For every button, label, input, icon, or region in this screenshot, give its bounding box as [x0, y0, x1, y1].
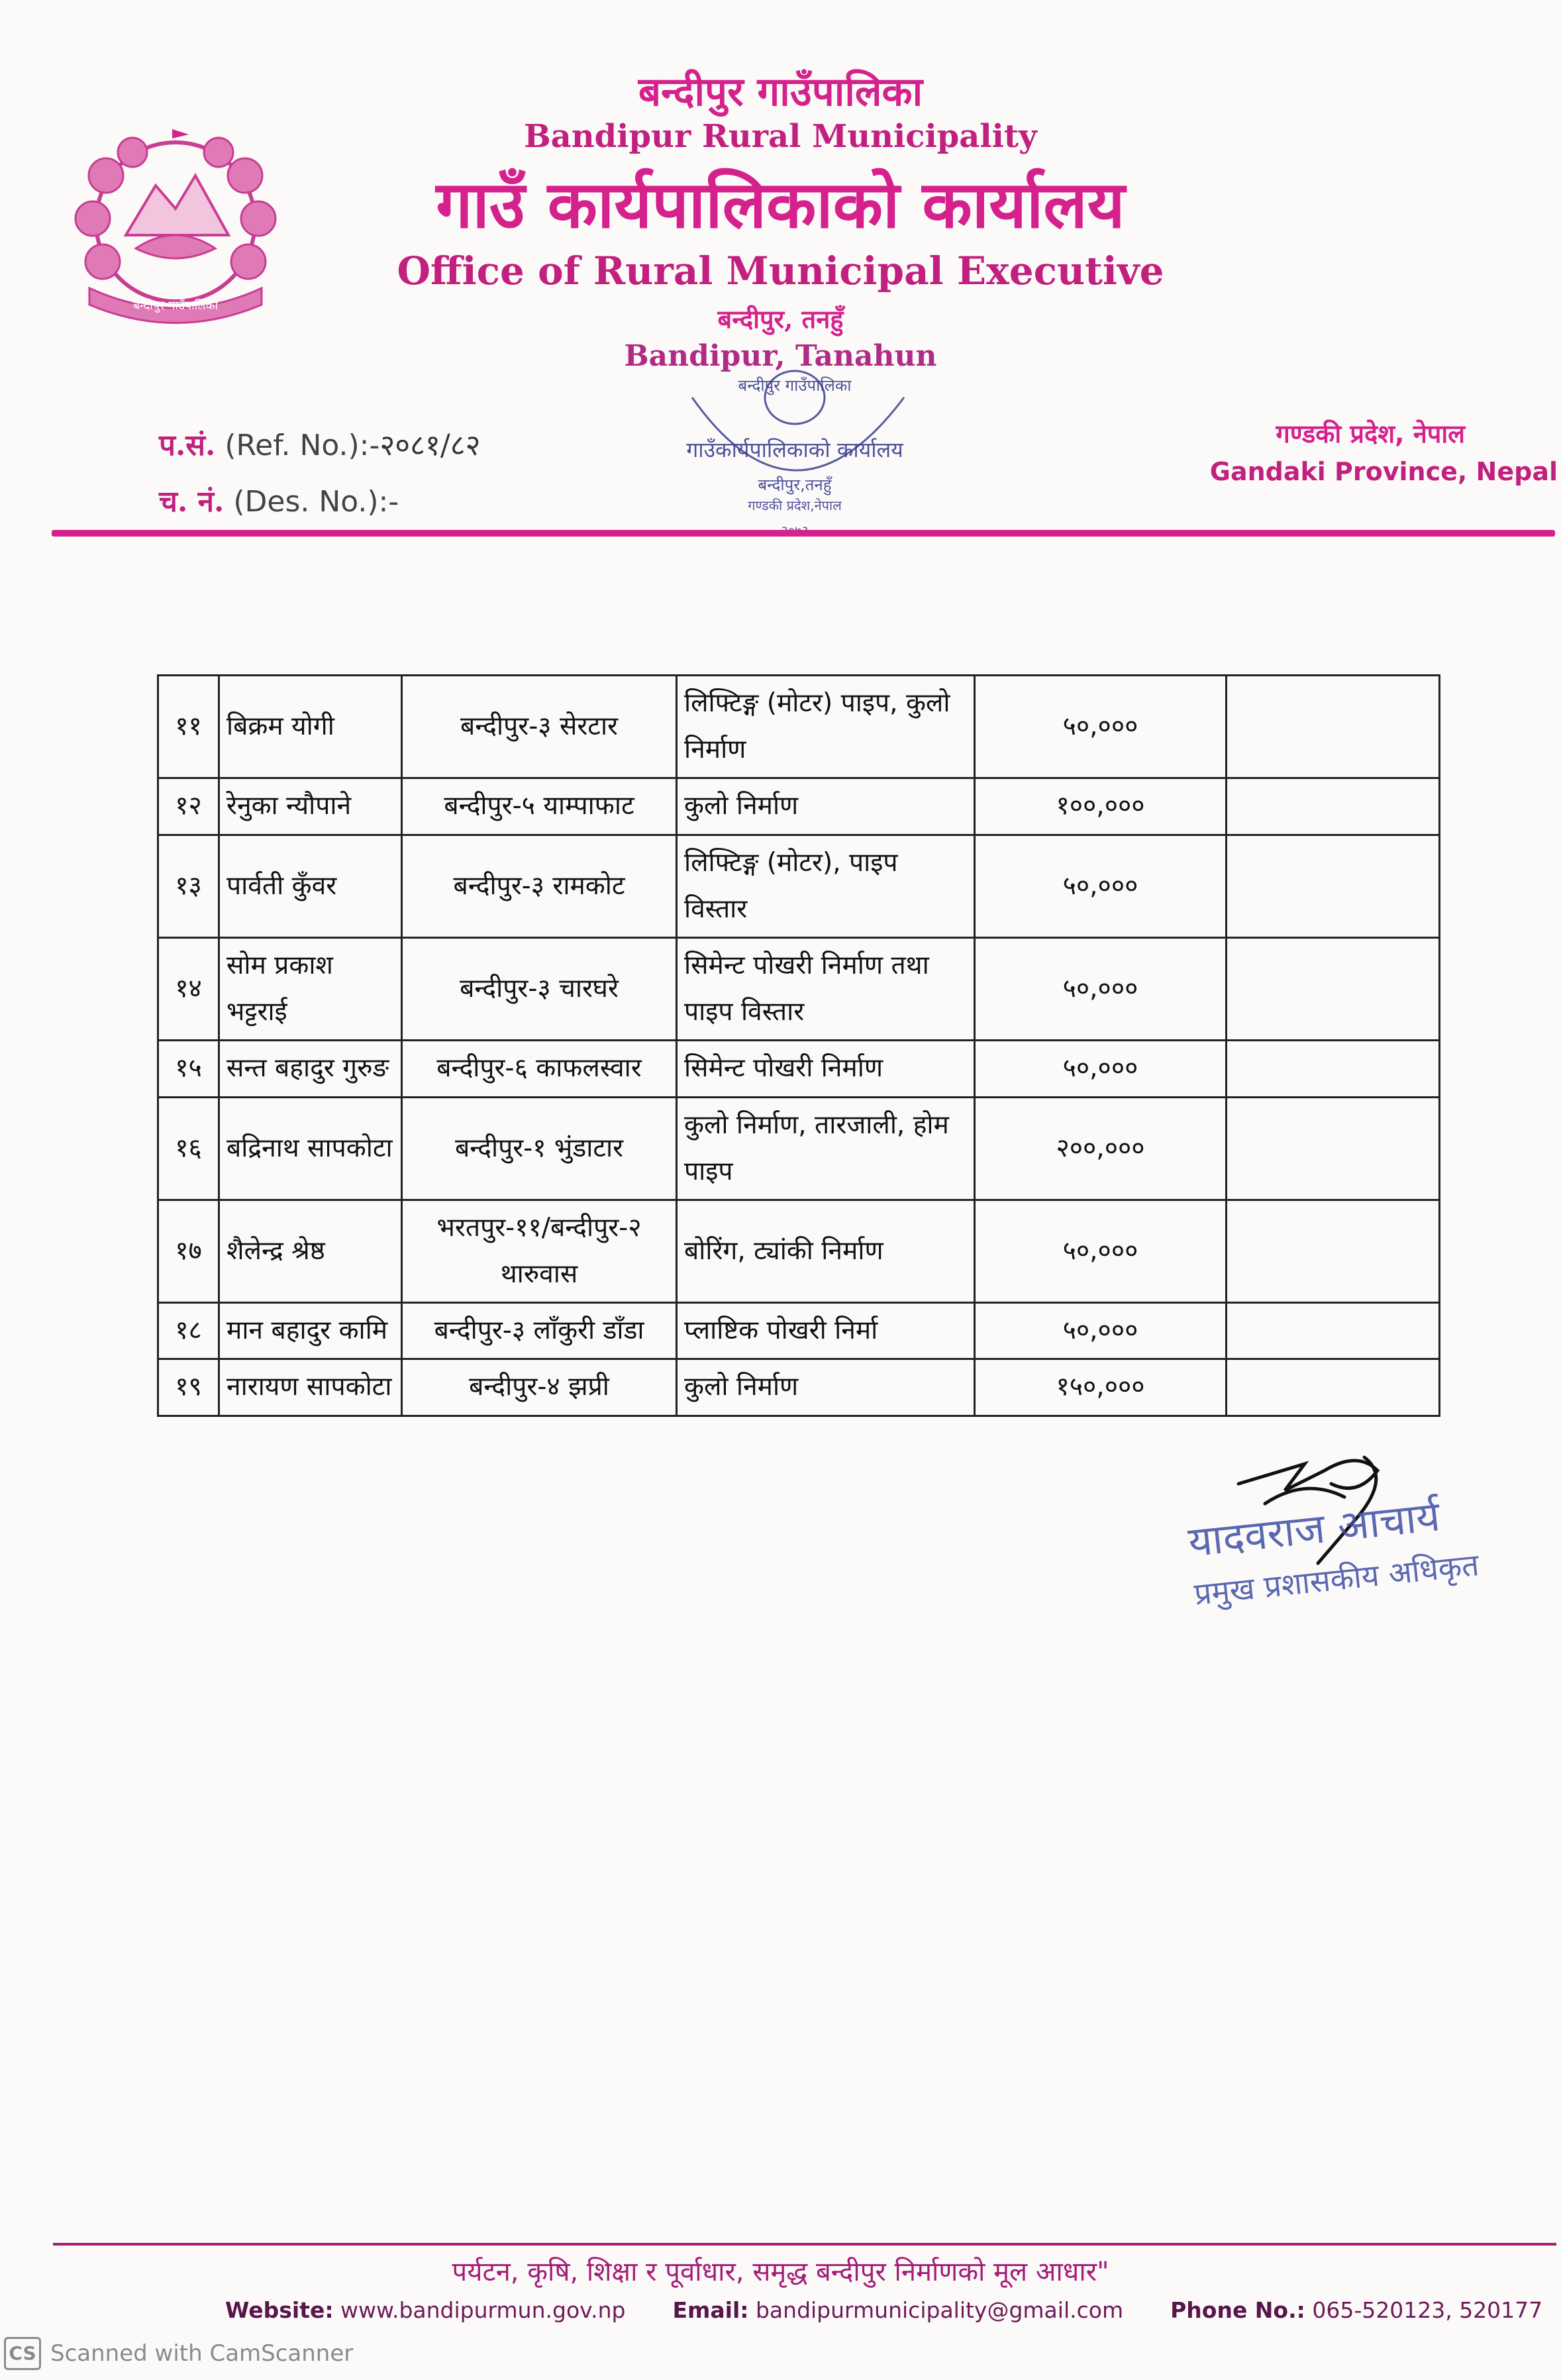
work-description-cell: सिमेन्ट पोखरी निर्माण तथा पाइप विस्तार — [677, 937, 975, 1040]
work-description-cell: लिफ्टिङ्ग (मोटर) पाइप, कुलो निर्माण — [677, 676, 975, 778]
work-description-cell: लिफ्टिङ्ग (मोटर), पाइप विस्तार — [677, 835, 975, 937]
phone-number: 065-520123, 520177 — [1312, 2297, 1543, 2323]
name-cell: पार्वती कुँवर — [219, 835, 402, 937]
serial-number-cell: १९ — [158, 1359, 219, 1416]
name-cell: बद्रिनाथ सापकोटा — [219, 1097, 402, 1200]
footer-contact — [225, 2297, 1542, 2323]
name-cell: बिक्रम योगी — [219, 676, 402, 778]
amount-cell: २००,००० — [975, 1097, 1227, 1200]
amount-cell: ५०,००० — [975, 1200, 1227, 1302]
ref-value: २०८१/८२ — [379, 429, 481, 462]
website-link[interactable]: www.bandipurmun.gov.np — [340, 2297, 626, 2323]
beneficiary-table-body — [158, 676, 1440, 1416]
remarks-cell — [1227, 1097, 1440, 1200]
location-cell: बन्दीपुर-१ भुंडाटार — [402, 1097, 677, 1200]
address-english: Bandipur, Tanahun — [624, 339, 937, 373]
remarks-cell — [1227, 1359, 1440, 1416]
svg-text:गाउँकार्यपालिकाको कार्यालय: गाउँकार्यपालिकाको कार्यालय — [686, 437, 903, 462]
svg-text:गण्डकी प्रदेश,नेपाल: गण्डकी प्रदेश,नेपाल — [748, 497, 842, 513]
camscanner-logo-icon: CS — [4, 2337, 41, 2370]
remarks-cell — [1227, 1041, 1440, 1097]
email-link[interactable]: bandipurmunicipality@gmail.com — [755, 2297, 1124, 2323]
serial-number-cell: १६ — [158, 1097, 219, 1200]
province-english: Gandaki Province, Nepal — [1209, 457, 1558, 486]
ref-label-nepali: प.सं. — [159, 429, 216, 462]
location-cell: बन्दीपुर-३ चारघरे — [402, 937, 677, 1040]
remarks-cell — [1227, 1303, 1440, 1359]
table-row — [158, 1303, 1440, 1359]
amount-cell: ५०,००० — [975, 835, 1227, 937]
amount-cell: ५०,००० — [975, 1303, 1227, 1359]
org-name-english: Bandipur Rural Municipality — [524, 118, 1037, 155]
table-row — [158, 1200, 1440, 1302]
phone-label: Phone No.: — [1170, 2297, 1305, 2323]
name-cell: सन्त बहादुर गुरुङ — [219, 1041, 402, 1097]
location-cell: बन्दीपुर-३ रामकोट — [402, 835, 677, 937]
des-label-nepali: च. नं. — [159, 485, 225, 519]
name-cell: सोम प्रकाश भट्टराई — [219, 937, 402, 1040]
beneficiary-table — [157, 674, 1440, 1417]
location-cell: बन्दीपुर-३ लाँकुरी डाँडा — [402, 1303, 677, 1359]
table-row — [158, 1097, 1440, 1200]
serial-number-cell: ११ — [158, 676, 219, 778]
table-row — [158, 835, 1440, 937]
org-name-nepali: बन्दीपुर गाउँपालिका — [638, 69, 923, 115]
location-cell: भरतपुर-११/बन्दीपुर-२ थारुवास — [402, 1200, 677, 1302]
serial-number-cell: १२ — [158, 778, 219, 835]
amount-cell: ५०,००० — [975, 676, 1227, 778]
name-cell: शैलेन्द्र श्रेष्ठ — [219, 1200, 402, 1302]
serial-number-cell: १३ — [158, 835, 219, 937]
svg-text:बन्दीपुर,तनहुँ: बन्दीपुर,तनहुँ — [758, 476, 832, 494]
office-stamp-icon — [652, 325, 937, 563]
location-cell: बन्दीपुर-६ काफलस्वार — [402, 1041, 677, 1097]
remarks-cell — [1227, 676, 1440, 778]
address-nepali: बन्दीपुर, तनहुँ — [717, 304, 844, 334]
table-row — [158, 676, 1440, 778]
location-cell: बन्दीपुर-४ झप्री — [402, 1359, 677, 1416]
work-description-cell: सिमेन्ट पोखरी निर्माण — [677, 1041, 975, 1097]
serial-number-cell: १७ — [158, 1200, 219, 1302]
amount-cell: १५०,००० — [975, 1359, 1227, 1416]
ref-number — [159, 424, 481, 464]
dispatch-number — [159, 480, 399, 520]
remarks-cell — [1227, 835, 1440, 937]
serial-number-cell: १४ — [158, 937, 219, 1040]
table-row — [158, 1359, 1440, 1416]
name-cell: मान बहादुर कामि — [219, 1303, 402, 1359]
remarks-cell — [1227, 778, 1440, 835]
ref-label-english: (Ref. No.):- — [225, 429, 380, 462]
amount-cell: १००,००० — [975, 778, 1227, 835]
remarks-cell — [1227, 1200, 1440, 1302]
svg-text:बन्दीपुर गाउँपालिका: बन्दीपुर गाउँपालिका — [738, 376, 852, 395]
signatory-name: यादवराज आचार्य — [1185, 1492, 1442, 1567]
remarks-cell — [1227, 937, 1440, 1040]
table-row — [158, 778, 1440, 835]
email-label: Email: — [672, 2297, 749, 2323]
amount-cell: ५०,००० — [975, 1041, 1227, 1097]
work-description-cell: कुलो निर्माण — [677, 778, 975, 835]
scanner-watermark — [4, 2337, 353, 2370]
location-cell: बन्दीपुर-५ याम्पाफाट — [402, 778, 677, 835]
name-cell: रेनुका न्यौपाने — [219, 778, 402, 835]
footer-divider — [53, 2243, 1556, 2246]
des-label-english: (Des. No.):- — [233, 485, 399, 519]
footer-slogan: पर्यटन, कृषि, शिक्षा र पूर्वाधार, समृद्ध बन्दीपुर निर्माणको मूल आधार" — [452, 2257, 1109, 2287]
signatory-title: प्रमुख प्रशासकीय अधिकृत — [1192, 1546, 1481, 1612]
serial-number-cell: १८ — [158, 1303, 219, 1359]
office-title-nepali: गाउँ कार्यपालिकाको कार्यालय — [436, 167, 1125, 243]
work-description-cell: प्लाष्टिक पोखरी निर्मा — [677, 1303, 975, 1359]
work-description-cell: बोरिंग, ट्यांकी निर्माण — [677, 1200, 975, 1302]
location-cell: बन्दीपुर-३ सेरटार — [402, 676, 677, 778]
table-row — [158, 937, 1440, 1040]
province-nepali: गण्डकी प्रदेश, नेपाल — [1276, 419, 1465, 448]
work-description-cell: कुलो निर्माण, तारजाली, होम पाइप — [677, 1097, 975, 1200]
website-label: Website: — [225, 2297, 334, 2323]
name-cell: नारायण सापकोटा — [219, 1359, 402, 1416]
work-description-cell: कुलो निर्माण — [677, 1359, 975, 1416]
office-title-english: Office of Rural Municipal Executive — [397, 248, 1164, 293]
svg-text:बन्दीपुर गाउँपालिका: बन्दीपुर गाउँपालिका — [132, 299, 219, 313]
scanner-text: Scanned with CamScanner — [50, 2340, 354, 2367]
header-divider — [52, 530, 1555, 537]
table-row — [158, 1041, 1440, 1097]
serial-number-cell: १५ — [158, 1041, 219, 1097]
amount-cell: ५०,००० — [975, 937, 1227, 1040]
